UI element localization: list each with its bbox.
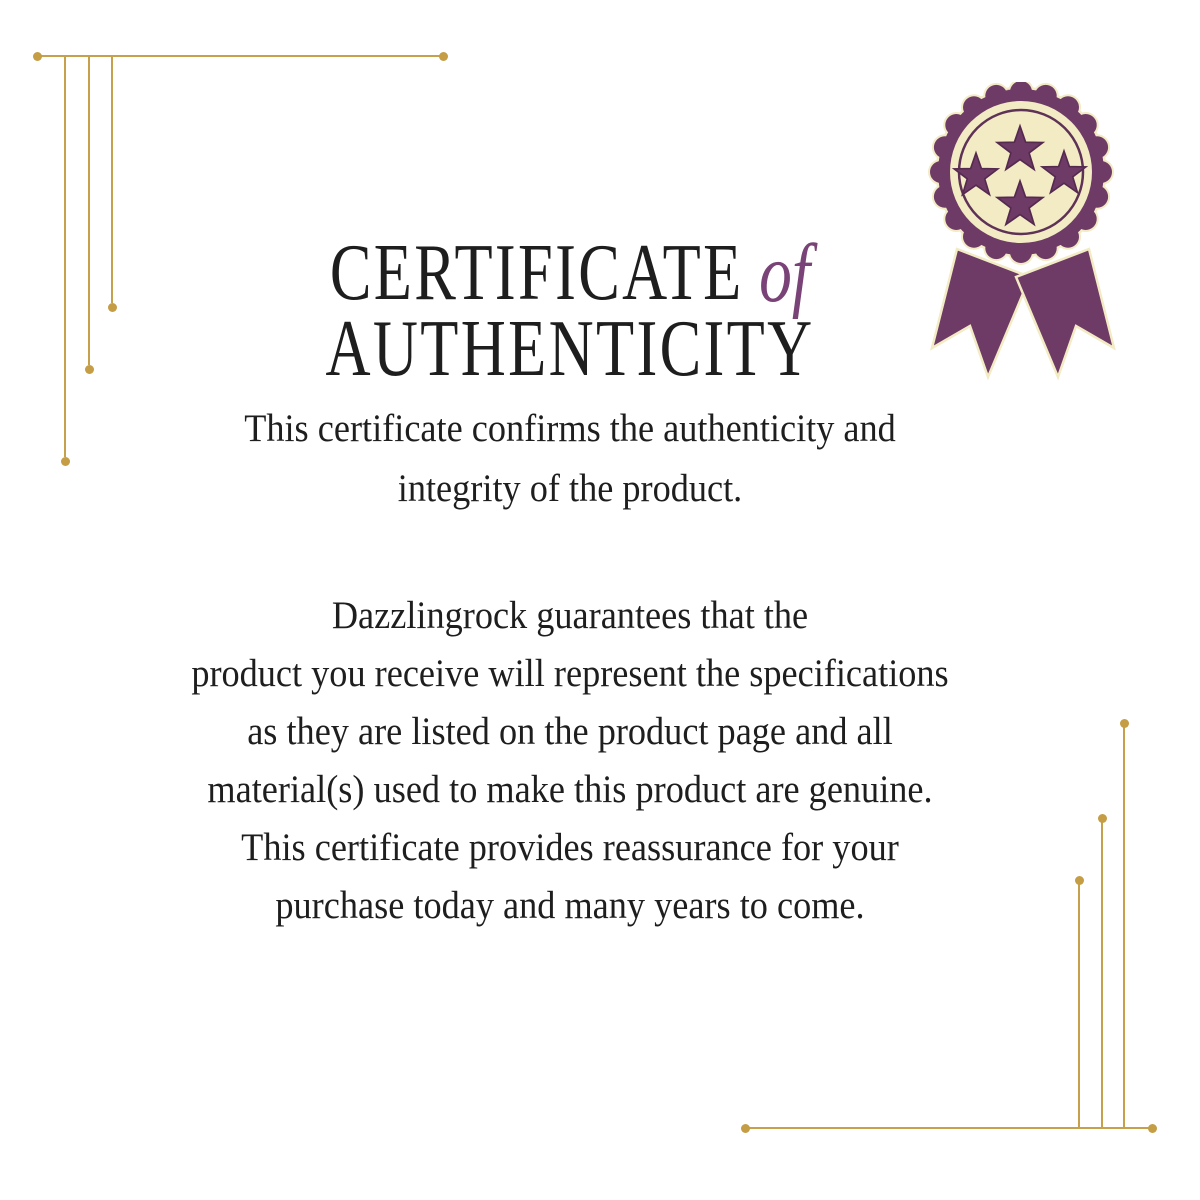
body-line: This certificate provides reassurance for your — [241, 826, 899, 869]
gold-dot — [741, 1124, 750, 1133]
body-line: purchase today and many years to come. — [275, 884, 865, 927]
gold-dot — [1148, 1124, 1157, 1133]
title-accent-of: of — [759, 227, 811, 320]
gold-horizontal-line — [745, 1127, 1152, 1129]
gold-dot — [108, 303, 117, 312]
body-line: as they are listed on the product page and all — [247, 710, 893, 753]
intro-line: integrity of the product. — [397, 467, 743, 510]
ribbon-tail-right — [1016, 249, 1114, 377]
gold-dot — [61, 457, 70, 466]
gold-vertical-line — [1078, 884, 1080, 1127]
gold-horizontal-line — [37, 55, 443, 57]
certificate-title — [157, 227, 984, 393]
gold-dot — [1120, 719, 1129, 728]
gold-dot — [439, 52, 448, 61]
gold-dot — [33, 52, 42, 61]
gold-vertical-line — [88, 56, 90, 365]
title-line-2: AUTHENTICITY — [325, 305, 815, 393]
title-main-text: CERTIFICATE — [329, 229, 744, 317]
intro-paragraph — [77, 399, 1063, 519]
intro-line: This certificate confirms the authenticity and — [244, 407, 896, 450]
body-line: Dazzlingrock guarantees that the — [331, 594, 809, 637]
gold-vertical-line — [111, 56, 113, 303]
gold-vertical-line — [64, 56, 66, 457]
body-line: product you receive will represent the specifications — [191, 652, 949, 695]
guarantee-paragraph — [77, 587, 1063, 935]
gold-dot — [85, 365, 94, 374]
gold-dot — [1098, 814, 1107, 823]
title-line-1 — [157, 227, 984, 320]
gold-dot — [1075, 876, 1084, 885]
body-line: material(s) used to make this product are genuine. — [207, 768, 933, 811]
gold-vertical-line — [1101, 822, 1103, 1127]
gold-vertical-line — [1123, 727, 1125, 1127]
